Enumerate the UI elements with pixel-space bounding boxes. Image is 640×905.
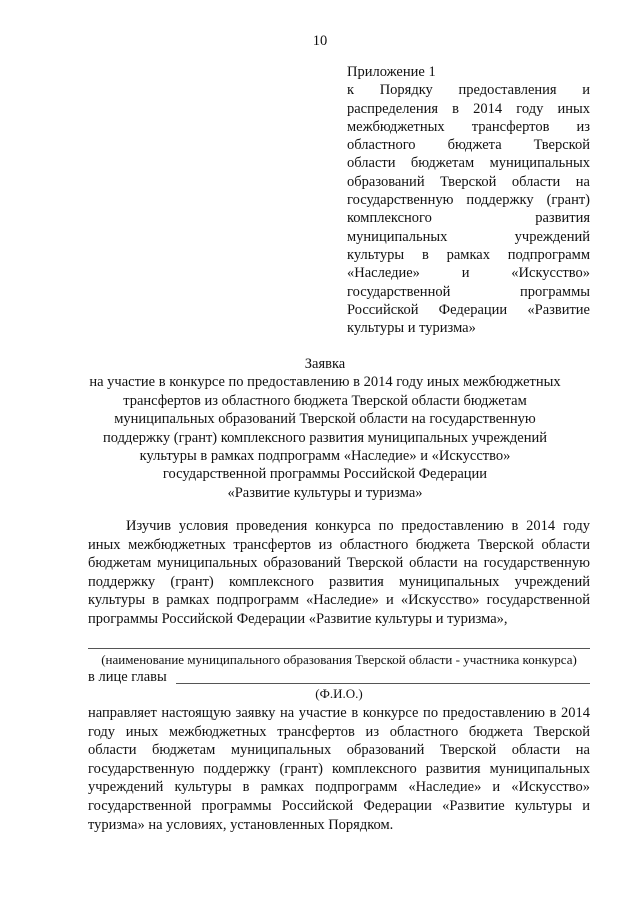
appendix-line: распределения в 2014 году иных xyxy=(347,100,590,117)
application-subtitle-line: культуры в рамках подпрограмм «Наследие» и «Искусство» xyxy=(139,448,511,465)
fio-caption: (Ф.И.О.) xyxy=(315,686,363,701)
municipality-name-line xyxy=(88,648,590,649)
appendix-title: Приложение 1 xyxy=(347,64,436,80)
application-subtitle xyxy=(70,373,580,502)
appendix-block xyxy=(347,63,590,337)
page-number: 10 xyxy=(312,33,328,49)
appendix-line: культуры и туризма» xyxy=(347,320,476,337)
application-title-block xyxy=(70,355,580,502)
application-subtitle-line: «Развитие культуры и туризма» xyxy=(227,484,423,501)
appendix-line: Российской Федерации «Развитие xyxy=(347,301,590,318)
appendix-line: областного бюджета Тверской xyxy=(347,137,590,154)
application-subtitle-line: государственной программы Российской Федерации xyxy=(162,466,488,483)
appendix-line: муниципальных учреждений xyxy=(347,228,590,245)
appendix-line: «Наследие» и «Искусство» xyxy=(347,265,590,282)
appendix-line: культуры в рамках подпрограмм xyxy=(347,246,590,263)
appendix-line: межбюджетных трансфертов из xyxy=(347,118,590,135)
municipality-caption: (наименование муниципального образования Тверской области - участника конкурса) xyxy=(101,652,577,667)
appendix-line: образований Тверской области на xyxy=(347,173,590,190)
head-label: в лице главы xyxy=(88,669,167,685)
application-subtitle-line: муниципальных образований Тверской области на государственную xyxy=(114,411,536,428)
application-subtitle-line: на участие в конкурсе по предоставлению в 2014 году иных межбюджетных xyxy=(89,374,561,391)
appendix-line: области бюджетам муниципальных xyxy=(347,155,590,172)
application-subtitle-line: поддержку (грант) комплексного развития муниципальных учреждений xyxy=(102,429,548,446)
head-name-line xyxy=(176,683,590,684)
intro-paragraph: Изучив условия проведения конкурса по предоставлению в 2014 году иных межбюджетных трансфертов из областного бюджета Тверской области бюджетам муниципальных образований Тверской области на государственную поддержку (грант) комплексного развития муниципальных учреждений культуры в рамках подпрограмм «Наследие» и «Искусство» государственной программы Российской Федерации «Развитие культуры и туризма», xyxy=(88,518,590,627)
application-subtitle-line: трансфертов из областного бюджета Тверской области бюджетам xyxy=(123,392,527,409)
appendix-line: государственной программы xyxy=(347,283,590,300)
appendix-body xyxy=(347,81,590,337)
appendix-line: государственную поддержку (грант) xyxy=(347,192,590,209)
appendix-line: к Порядку предоставления и xyxy=(347,82,590,99)
application-heading: Заявка xyxy=(304,356,346,372)
request-paragraph: направляет настоящую заявку на участие в конкурсе по предоставлению в 2014 году иных межбюджетных трансфертов из областного бюджета Тверской области бюджетам муниципальных образований Тверской области на государственную поддержку (грант) комплексного развития муниципальных учреждений культуры в рамках подпрограмм «Наследие» и «Искусство» государственной программы Российской Федерации «Развитие культуры и туризма» на условиях, установленных Порядком. xyxy=(88,705,590,833)
appendix-line: комплексного развития xyxy=(347,210,590,227)
